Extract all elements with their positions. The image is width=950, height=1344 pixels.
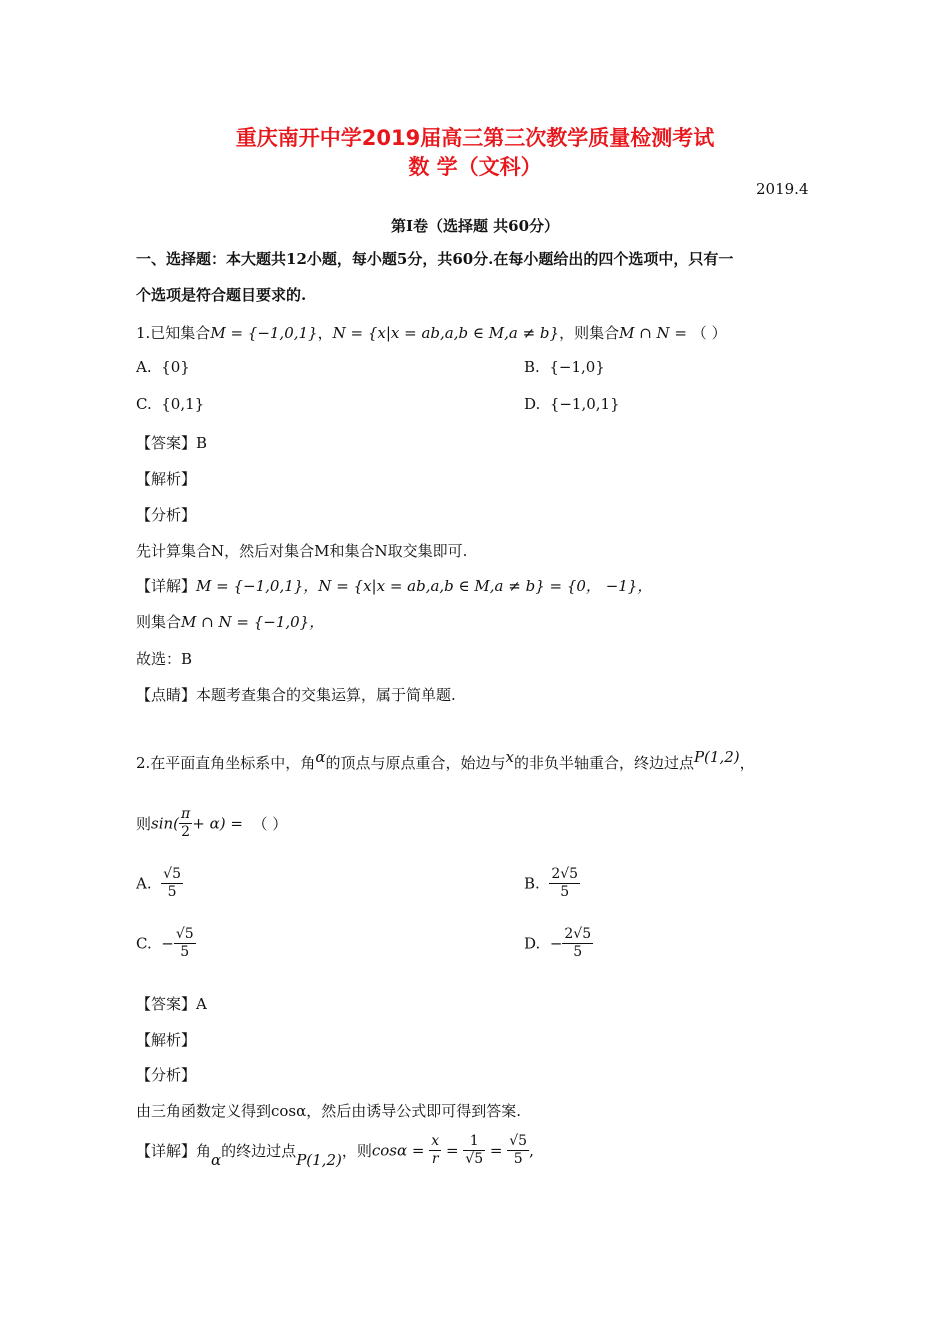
- q1-fenxi-tag: 【分析】: [136, 506, 197, 524]
- q2-fenxi-tag: 【分析】: [136, 1066, 197, 1084]
- q1-option-c: [136, 395, 204, 413]
- frac-numerator: √5: [509, 1133, 528, 1149]
- option-label: C.: [136, 395, 152, 413]
- q1-stem-then: ，则集合: [559, 324, 620, 342]
- detail-then: ，则: [341, 1142, 372, 1160]
- q2-option-b: [524, 866, 580, 901]
- q1-stem-intro: 1.已知集合: [136, 324, 211, 342]
- detail-text: M = {−1,0,1}，N = {x|x = ab,a,b ∈ M,a ≠ b} = {0， −1}，: [196, 577, 653, 595]
- detail-terminal: 的终边过点: [221, 1142, 297, 1160]
- frac-denominator: 5: [513, 1151, 523, 1167]
- detail-alpha: α: [211, 1150, 222, 1169]
- q2-x: x: [505, 748, 514, 766]
- section-heading: 第Ⅰ卷（选择题 共60分）: [390, 217, 560, 235]
- option-label: B.: [524, 358, 540, 376]
- answer-tag: 【答案】: [136, 995, 197, 1013]
- q2-sin: sin(: [151, 814, 180, 833]
- q1-stem-comma: ，: [317, 324, 333, 342]
- q1-analysis-tag: 【解析】: [136, 470, 197, 488]
- detail-tag: 【详解】: [136, 577, 197, 595]
- frac-numerator: 2√5: [564, 926, 592, 942]
- option-label: B.: [524, 874, 540, 893]
- q2-stem2-prefix: 则: [136, 815, 152, 833]
- option-fraction: [549, 866, 580, 901]
- frac-numerator: 1: [463, 1133, 485, 1151]
- option-fraction: [562, 926, 593, 961]
- question-2-stem: [136, 748, 755, 773]
- q1-answer: [136, 432, 207, 453]
- fraction-root5-over-5: [507, 1133, 529, 1168]
- q2-stem-end: 的非负半轴重合，终边过点: [513, 754, 694, 772]
- frac-numerator: x: [431, 1133, 440, 1149]
- question-1-stem: [136, 322, 727, 343]
- point-tag: 【点睛】: [136, 686, 197, 704]
- option-label: D.: [524, 395, 541, 413]
- q2-point: P(1,2): [693, 748, 740, 766]
- q1-detail-line2: [136, 611, 324, 632]
- q1-fenxi-text: 先计算集合N，然后对集合M和集合N取交集即可.: [136, 542, 468, 560]
- answer-value: B: [196, 434, 208, 452]
- q2-alpha: α: [315, 748, 326, 766]
- q2-option-a: [136, 866, 183, 901]
- q2-pi-over-2: [179, 806, 192, 841]
- option-label: D.: [524, 934, 541, 953]
- frac-numerator: √5: [175, 926, 194, 942]
- option-sign: −: [161, 934, 174, 953]
- frac-denominator: 5: [167, 884, 177, 900]
- section-instructions-line1: 一、选择题：本大题共12小题，每小题5分，共60分.在每小题给出的四个选项中，只有一: [136, 250, 734, 268]
- frac-denominator: 5: [180, 944, 190, 960]
- q1-choose: 故选：B: [136, 650, 193, 668]
- detail-angle: 角: [196, 1142, 212, 1160]
- q1-detail: [136, 575, 652, 596]
- q1-option-a: [136, 358, 190, 376]
- answer-tag: 【答案】: [136, 434, 197, 452]
- option-value: {0,1}: [161, 395, 205, 413]
- q2-detail: [136, 1133, 534, 1168]
- q1-set-n: N = {x|x = ab,a,b ∈ M,a ≠ b}: [332, 324, 560, 342]
- q1-answer-blank: （ ）: [691, 324, 727, 342]
- q1-intersection: M ∩ N =: [619, 324, 688, 342]
- detail-tag: 【详解】: [136, 1142, 197, 1160]
- fraction-1-over-root5: [463, 1133, 485, 1168]
- detail-prefix: 则集合: [136, 613, 182, 631]
- frac-denominator: r: [431, 1151, 439, 1167]
- frac-denominator: 5: [573, 944, 583, 960]
- equals-sign: =: [445, 1141, 459, 1160]
- q2-option-d: [524, 926, 593, 961]
- q2-fenxi-text: 由三角函数定义得到cosα，然后由诱导公式即可得到答案.: [136, 1102, 522, 1120]
- q2-stem-mid: 的顶点与原点重合，始边与: [325, 754, 506, 772]
- option-value: {−1,0}: [549, 358, 605, 376]
- detail-result: M ∩ N = {−1,0}，: [181, 613, 325, 631]
- q1-set-m: M = {−1,0,1}: [210, 324, 318, 342]
- detail-tail: ,: [529, 1141, 534, 1160]
- option-label: C.: [136, 934, 152, 953]
- q1-point: [136, 684, 456, 705]
- q2-answer: [136, 993, 207, 1014]
- frac-numerator: √5: [163, 866, 181, 882]
- q2-stem-comma: ，: [739, 754, 755, 772]
- option-sign: −: [549, 934, 563, 953]
- frac-denominator: √5: [465, 1151, 484, 1167]
- detail-cos: cosα =: [371, 1141, 425, 1160]
- answer-value: A: [196, 995, 207, 1013]
- q2-stem-intro: 2.在平面直角坐标系中，角: [136, 754, 316, 772]
- section-instructions-line2: 个选项是符合题目要求的.: [136, 286, 307, 304]
- document-title: 重庆南开中学2019届高三第三次教学质量检测考试: [235, 126, 715, 150]
- option-value: {0}: [161, 358, 190, 376]
- document-subtitle: 数 学（文科）: [408, 155, 542, 179]
- question-2-stem-line2: [136, 806, 287, 841]
- frac-denominator: 5: [560, 884, 570, 900]
- frac-numerator: π: [181, 806, 191, 822]
- equals-sign: =: [489, 1141, 503, 1160]
- q2-analysis-tag: 【解析】: [136, 1031, 197, 1049]
- q1-option-d: [524, 395, 620, 413]
- q2-option-c: [136, 926, 196, 961]
- frac-denominator: 2: [181, 824, 191, 840]
- option-fraction: [161, 866, 183, 901]
- q2-plus-alpha: + α) =: [192, 814, 243, 833]
- detail-point: P(1,2): [296, 1150, 342, 1169]
- option-label: A.: [136, 874, 152, 893]
- q1-option-b: [524, 358, 605, 376]
- exam-date: 2019.4: [756, 180, 809, 198]
- q2-answer-blank: （ ）: [252, 815, 288, 833]
- frac-numerator: 2√5: [551, 866, 579, 882]
- fraction-x-over-r: [429, 1133, 441, 1168]
- point-text: 本题考查集合的交集运算，属于简单题.: [196, 686, 456, 704]
- option-fraction: [174, 926, 196, 961]
- option-label: A.: [136, 358, 152, 376]
- option-value: {−1,0,1}: [549, 395, 620, 413]
